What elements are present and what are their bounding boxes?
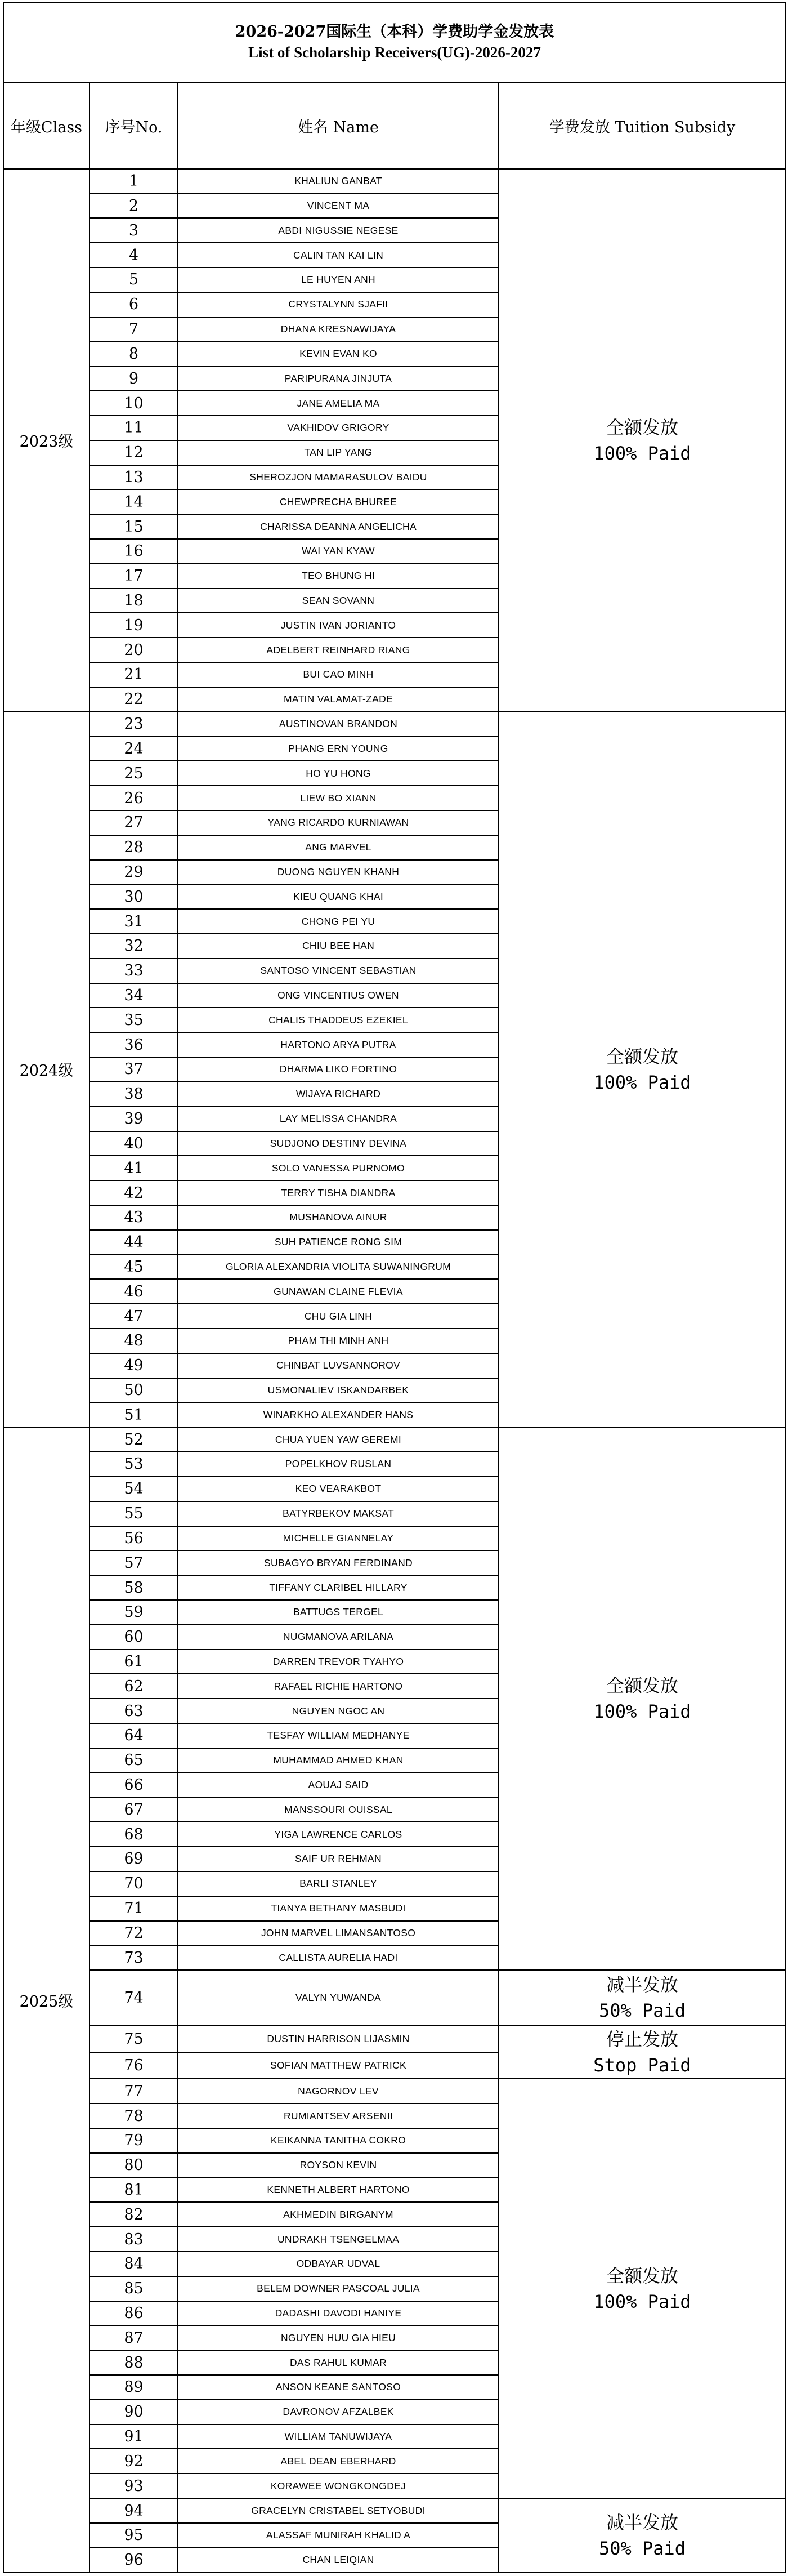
student-name: KHALIUN GANBAT xyxy=(178,169,499,194)
student-name: GLORIA ALEXANDRIA VIOLITA SUWANINGRUM xyxy=(178,1255,499,1280)
student-name: PARIPURANA JINJUTA xyxy=(178,366,499,391)
row-number: 70 xyxy=(89,1871,178,1896)
row-number: 7 xyxy=(89,317,178,342)
table-row xyxy=(3,712,786,737)
row-number: 37 xyxy=(89,1057,178,1082)
student-name: WILLIAM TANUWIJAYA xyxy=(178,2425,499,2449)
row-number: 30 xyxy=(89,884,178,909)
student-name: TESFAY WILLIAM MEDHANYE xyxy=(178,1723,499,1748)
row-number: 33 xyxy=(89,959,178,983)
row-number: 60 xyxy=(89,1625,178,1650)
student-name: BELEM DOWNER PASCOAL JULIA xyxy=(178,2276,499,2301)
row-number: 55 xyxy=(89,1501,178,1526)
student-name: KIEU QUANG KHAI xyxy=(178,884,499,909)
student-name: AKHMEDIN BIRGANYM xyxy=(178,2202,499,2227)
student-name: ALASSAF MUNIRAH KHALID A xyxy=(178,2523,499,2548)
student-name: CHUA YUEN YAW GEREMI xyxy=(178,1427,499,1452)
row-number: 54 xyxy=(89,1477,178,1501)
row-number: 16 xyxy=(89,539,178,564)
row-number: 96 xyxy=(89,2548,178,2573)
title-chinese: 2026-2027国际生（本科）学费助学金发放表 xyxy=(235,23,554,41)
row-number: 92 xyxy=(89,2449,178,2474)
student-name: BARLI STANLEY xyxy=(178,1871,499,1896)
row-number: 20 xyxy=(89,638,178,662)
row-number: 83 xyxy=(89,2227,178,2252)
student-name: VAKHIDOV GRIGORY xyxy=(178,416,499,440)
row-number: 53 xyxy=(89,1452,178,1477)
row-number: 38 xyxy=(89,1082,178,1107)
row-number: 13 xyxy=(89,465,178,490)
row-number: 18 xyxy=(89,589,178,613)
row-number: 36 xyxy=(89,1032,178,1057)
subsidy-status-en: 100% Paid xyxy=(593,1701,691,1723)
student-name: RUMIANTSEV ARSENII xyxy=(178,2103,499,2128)
student-name: CHINBAT LUVSANNOROV xyxy=(178,1353,499,1378)
student-name: WIJAYA RICHARD xyxy=(178,1082,499,1107)
row-number: 21 xyxy=(89,662,178,687)
row-number: 66 xyxy=(89,1773,178,1798)
student-name: SUH PATIENCE RONG SIM xyxy=(178,1230,499,1255)
student-name: CRYSTALYNN SJAFII xyxy=(178,292,499,317)
subsidy-status-zh: 全额发放 xyxy=(606,416,678,438)
row-number: 93 xyxy=(89,2474,178,2498)
row-number: 23 xyxy=(89,712,178,737)
student-name: ROYSON KEVIN xyxy=(178,2153,499,2178)
row-number: 69 xyxy=(89,1847,178,1871)
student-name: PHAM THI MINH ANH xyxy=(178,1329,499,1353)
row-number: 29 xyxy=(89,860,178,885)
student-name: CALLISTA AURELIA HADI xyxy=(178,1945,499,1970)
student-name: POPELKHOV RUSLAN xyxy=(178,1452,499,1477)
row-number: 52 xyxy=(89,1427,178,1452)
student-name: JOHN MARVEL LIMANSANTOSO xyxy=(178,1921,499,1946)
subsidy-status-en: 100% Paid xyxy=(593,2290,691,2312)
row-number: 46 xyxy=(89,1279,178,1304)
row-number: 42 xyxy=(89,1180,178,1205)
row-number: 87 xyxy=(89,2325,178,2350)
row-number: 88 xyxy=(89,2350,178,2375)
row-number: 63 xyxy=(89,1699,178,1723)
student-name: JUSTIN IVAN JORIANTO xyxy=(178,613,499,638)
row-number: 43 xyxy=(89,1205,178,1230)
subsidy-status-cell xyxy=(499,169,786,712)
student-name: SHEROZJON MAMARASULOV BAIDU xyxy=(178,465,499,490)
row-number: 26 xyxy=(89,786,178,810)
student-name: DUSTIN HARRISON LIJASMIN xyxy=(178,2026,499,2052)
student-name: SAIF UR REHMAN xyxy=(178,1847,499,1871)
student-name: VINCENT MA xyxy=(178,194,499,219)
student-name: NAGORNOV LEV xyxy=(178,2079,499,2103)
row-number: 65 xyxy=(89,1748,178,1773)
class-cell: 2023级 xyxy=(3,169,89,712)
row-number: 4 xyxy=(89,243,178,268)
student-name: AUSTINOVAN BRANDON xyxy=(178,712,499,737)
row-number: 47 xyxy=(89,1304,178,1329)
table-title xyxy=(3,2,786,83)
row-number: 77 xyxy=(89,2079,178,2103)
row-number: 62 xyxy=(89,1674,178,1699)
student-name: ANG MARVEL xyxy=(178,835,499,860)
row-number: 85 xyxy=(89,2276,178,2301)
subsidy-status-en: 50% Paid xyxy=(598,2538,686,2560)
student-name: HARTONO ARYA PUTRA xyxy=(178,1032,499,1057)
student-name: AOUAJ SAID xyxy=(178,1773,499,1798)
student-name: WINARKHO ALEXANDER HANS xyxy=(178,1402,499,1427)
row-number: 58 xyxy=(89,1575,178,1600)
subsidy-status-cell xyxy=(499,1427,786,1970)
row-number: 71 xyxy=(89,1896,178,1921)
row-number: 25 xyxy=(89,761,178,786)
row-number: 8 xyxy=(89,342,178,367)
row-number: 80 xyxy=(89,2153,178,2178)
student-name: CALIN TAN KAI LIN xyxy=(178,243,499,268)
row-number: 28 xyxy=(89,835,178,860)
row-number: 72 xyxy=(89,1921,178,1946)
student-name: SUDJONO DESTINY DEVINA xyxy=(178,1131,499,1156)
row-number: 61 xyxy=(89,1650,178,1674)
table-row xyxy=(3,1427,786,1452)
row-number: 17 xyxy=(89,564,178,589)
student-name: KENNETH ALBERT HARTONO xyxy=(178,2178,499,2203)
subsidy-status-zh: 减半发放 xyxy=(606,1974,678,1996)
row-number: 6 xyxy=(89,292,178,317)
student-name: LAY MELISSA CHANDRA xyxy=(178,1107,499,1131)
student-name: MANSSOURI OUISSAL xyxy=(178,1797,499,1822)
student-name: LIEW BO XIANN xyxy=(178,786,499,810)
subsidy-status-en: 50% Paid xyxy=(598,2000,686,2022)
student-name: LE HUYEN ANH xyxy=(178,268,499,292)
student-name: NGUYEN NGOC AN xyxy=(178,1699,499,1723)
student-name: NUGMANOVA ARILANA xyxy=(178,1625,499,1650)
row-number: 95 xyxy=(89,2523,178,2548)
row-number: 59 xyxy=(89,1600,178,1625)
student-name: DADASHI DAVODI HANIYE xyxy=(178,2301,499,2326)
table-row xyxy=(3,1970,786,2026)
student-name: BATYRBEKOV MAKSAT xyxy=(178,1501,499,1526)
student-name: ABEL DEAN EBERHARD xyxy=(178,2449,499,2474)
header-subsidy: 学费发放 Tuition Subsidy xyxy=(499,83,786,169)
header-row xyxy=(3,83,786,169)
row-number: 12 xyxy=(89,440,178,465)
student-name: CHARISSA DEANNA ANGELICHA xyxy=(178,514,499,539)
student-name: MICHELLE GIANNELAY xyxy=(178,1526,499,1551)
row-number: 91 xyxy=(89,2425,178,2449)
row-number: 45 xyxy=(89,1255,178,1280)
row-number: 51 xyxy=(89,1402,178,1427)
row-number: 78 xyxy=(89,2103,178,2128)
row-number: 44 xyxy=(89,1230,178,1255)
row-number: 22 xyxy=(89,687,178,712)
student-name: MUHAMMAD AHMED KHAN xyxy=(178,1748,499,1773)
row-number: 81 xyxy=(89,2178,178,2203)
row-number: 94 xyxy=(89,2498,178,2523)
header-number: 序号No. xyxy=(89,83,178,169)
row-number: 84 xyxy=(89,2252,178,2276)
student-name: KEVIN EVAN KO xyxy=(178,342,499,367)
subsidy-status-cell xyxy=(499,2026,786,2079)
student-name: SANTOSO VINCENT SEBASTIAN xyxy=(178,959,499,983)
row-number: 35 xyxy=(89,1008,178,1032)
student-name: ONG VINCENTIUS OWEN xyxy=(178,983,499,1008)
student-name: SOLO VANESSA PURNOMO xyxy=(178,1156,499,1180)
row-number: 27 xyxy=(89,810,178,835)
row-number: 74 xyxy=(89,1970,178,2026)
student-name: TAN LIP YANG xyxy=(178,440,499,465)
student-name: KORAWEE WONGKONGDEJ xyxy=(178,2474,499,2498)
subsidy-status-zh: 全额发放 xyxy=(606,2265,678,2287)
row-number: 75 xyxy=(89,2026,178,2052)
row-number: 90 xyxy=(89,2400,178,2425)
row-number: 32 xyxy=(89,934,178,959)
student-name: YIGA LAWRENCE CARLOS xyxy=(178,1822,499,1847)
row-number: 68 xyxy=(89,1822,178,1847)
student-name: ODBAYAR UDVAL xyxy=(178,2252,499,2276)
student-name: HO YU HONG xyxy=(178,761,499,786)
row-number: 56 xyxy=(89,1526,178,1551)
student-name: YANG RICARDO KURNIAWAN xyxy=(178,810,499,835)
student-name: SEAN SOVANN xyxy=(178,589,499,613)
subsidy-status-cell xyxy=(499,712,786,1428)
student-name: RAFAEL RICHIE HARTONO xyxy=(178,1674,499,1699)
row-number: 39 xyxy=(89,1107,178,1131)
row-number: 11 xyxy=(89,416,178,440)
row-number: 2 xyxy=(89,194,178,219)
table-row xyxy=(3,2079,786,2103)
student-name: BUI CAO MINH xyxy=(178,662,499,687)
class-cell: 2025级 xyxy=(3,1427,89,2573)
row-number: 34 xyxy=(89,983,178,1008)
student-name: ANSON KEANE SANTOSO xyxy=(178,2375,499,2400)
title-english: List of Scholarship Receivers(UG)-2026-2027 xyxy=(248,44,541,61)
row-number: 86 xyxy=(89,2301,178,2326)
header-name: 姓名 Name xyxy=(178,83,499,169)
student-name: MUSHANOVA AINUR xyxy=(178,1205,499,1230)
student-name: NGUYEN HUU GIA HIEU xyxy=(178,2325,499,2350)
row-number: 76 xyxy=(89,2052,178,2079)
student-name: CHAN LEIQIAN xyxy=(178,2548,499,2573)
student-name: USMONALIEV ISKANDARBEK xyxy=(178,1378,499,1403)
subsidy-status-en: 100% Paid xyxy=(593,442,691,464)
table-row xyxy=(3,2498,786,2523)
subsidy-status-zh: 全额发放 xyxy=(606,1675,678,1697)
header-class: 年级Class xyxy=(3,83,89,169)
student-name: ABDI NIGUSSIE NEGESE xyxy=(178,218,499,243)
row-number: 40 xyxy=(89,1131,178,1156)
row-number: 89 xyxy=(89,2375,178,2400)
student-name: WAI YAN KYAW xyxy=(178,539,499,564)
row-number: 9 xyxy=(89,366,178,391)
student-name: SUBAGYO BRYAN FERDINAND xyxy=(178,1550,499,1575)
row-number: 82 xyxy=(89,2202,178,2227)
student-name: GRACELYN CRISTABEL SETYOBUDI xyxy=(178,2498,499,2523)
student-name: TERRY TISHA DIANDRA xyxy=(178,1180,499,1205)
table-row xyxy=(3,169,786,194)
row-number: 10 xyxy=(89,391,178,416)
table-row xyxy=(3,2026,786,2052)
row-number: 50 xyxy=(89,1378,178,1403)
row-number: 64 xyxy=(89,1723,178,1748)
subsidy-status-cell xyxy=(499,2498,786,2573)
row-number: 48 xyxy=(89,1329,178,1353)
subsidy-status-zh: 停止发放 xyxy=(606,2029,678,2050)
scholarship-table xyxy=(3,2,786,2573)
student-name: GUNAWAN CLAINE FLEVIA xyxy=(178,1279,499,1304)
subsidy-status-zh: 全额发放 xyxy=(606,1045,678,1067)
student-name: KEIKANNA TANITHA COKRO xyxy=(178,2128,499,2153)
student-name: ADELBERT REINHARD RIANG xyxy=(178,638,499,662)
student-name: DARREN TREVOR TYAHYO xyxy=(178,1650,499,1674)
row-number: 67 xyxy=(89,1797,178,1822)
subsidy-status-en: Stop Paid xyxy=(593,2054,691,2076)
row-number: 49 xyxy=(89,1353,178,1378)
student-name: TEO BHUNG HI xyxy=(178,564,499,589)
row-number: 15 xyxy=(89,514,178,539)
student-name: DAS RAHUL KUMAR xyxy=(178,2350,499,2375)
row-number: 31 xyxy=(89,909,178,934)
student-name: KEO VEARAKBOT xyxy=(178,1477,499,1501)
row-number: 79 xyxy=(89,2128,178,2153)
student-name: TIFFANY CLARIBEL HILLARY xyxy=(178,1575,499,1600)
student-name: MATIN VALAMAT-ZADE xyxy=(178,687,499,712)
student-name: CHEWPRECHA BHUREE xyxy=(178,489,499,514)
student-name: DAVRONOV AFZALBEK xyxy=(178,2400,499,2425)
row-number: 57 xyxy=(89,1550,178,1575)
student-name: CHONG PEI YU xyxy=(178,909,499,934)
student-name: TIANYA BETHANY MASBUDI xyxy=(178,1896,499,1921)
row-number: 73 xyxy=(89,1945,178,1970)
student-name: CHU GIA LINH xyxy=(178,1304,499,1329)
subsidy-status-en: 100% Paid xyxy=(593,1071,691,1093)
subsidy-status-zh: 减半发放 xyxy=(606,2512,678,2534)
class-cell: 2024级 xyxy=(3,712,89,1428)
row-number: 1 xyxy=(89,169,178,194)
student-name: JANE AMELIA MA xyxy=(178,391,499,416)
student-name: CHALIS THADDEUS EZEKIEL xyxy=(178,1008,499,1032)
student-name: PHANG ERN YOUNG xyxy=(178,737,499,761)
student-name: VALYN YUWANDA xyxy=(178,1970,499,2026)
student-name: BATTUGS TERGEL xyxy=(178,1600,499,1625)
row-number: 14 xyxy=(89,489,178,514)
student-name: UNDRAKH TSENGELMAA xyxy=(178,2227,499,2252)
student-name: CHIU BEE HAN xyxy=(178,934,499,959)
student-name: DUONG NGUYEN KHANH xyxy=(178,860,499,885)
row-number: 24 xyxy=(89,737,178,761)
subsidy-status-cell xyxy=(499,2079,786,2498)
row-number: 41 xyxy=(89,1156,178,1180)
student-name: DHANA KRESNAWIJAYA xyxy=(178,317,499,342)
student-name: SOFIAN MATTHEW PATRICK xyxy=(178,2052,499,2079)
row-number: 5 xyxy=(89,268,178,292)
row-number: 19 xyxy=(89,613,178,638)
subsidy-status-cell xyxy=(499,1970,786,2026)
student-name: DHARMA LIKO FORTINO xyxy=(178,1057,499,1082)
row-number: 3 xyxy=(89,218,178,243)
